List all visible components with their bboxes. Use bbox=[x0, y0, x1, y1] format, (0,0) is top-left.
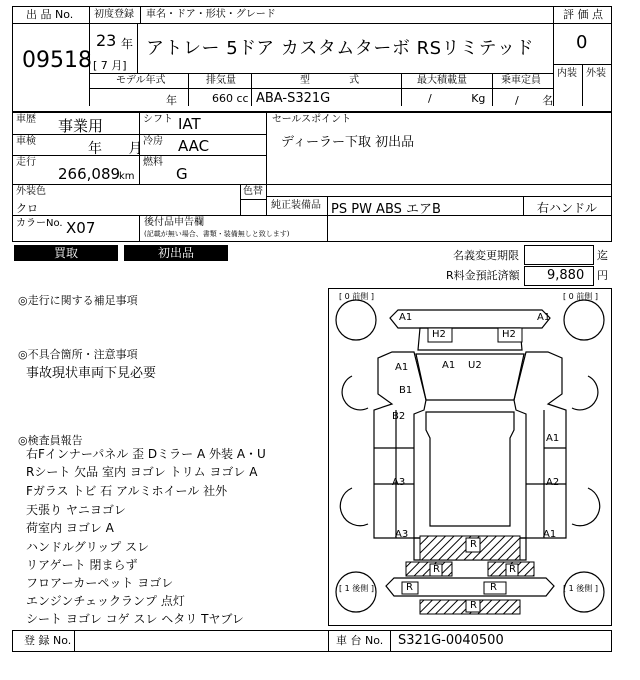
sales-point-value: ディーラー下取 初出品 bbox=[281, 135, 415, 150]
mark-b1-left: B1 bbox=[399, 385, 413, 396]
mark-a1-windshield: A1 bbox=[442, 360, 456, 371]
mark-r-right: R bbox=[509, 564, 516, 575]
score-label: 評 価 点 bbox=[563, 8, 603, 21]
car-title: アトレー 5ドア カスタムターボ RSリミテッド bbox=[146, 38, 535, 59]
chassis-label: 車 台 No. bbox=[336, 634, 384, 647]
first-registration-label: 初度登録 bbox=[94, 9, 134, 20]
interior-label: 内装 bbox=[557, 68, 577, 79]
first-registration-month: [ 7 月] bbox=[93, 59, 127, 72]
lot-number: 09518 bbox=[22, 48, 92, 73]
score-value: 0 bbox=[576, 32, 588, 53]
diagram-corner-bottom-left: [ 1 後側 ] bbox=[339, 584, 374, 593]
mark-r-bottom: R bbox=[470, 600, 477, 611]
defects-title: ◎不具合箇所・注意事項 bbox=[18, 348, 138, 361]
name-change-box bbox=[524, 245, 594, 265]
lot-label: 出 品 No. bbox=[26, 8, 74, 21]
mark-a1-right-door: A1 bbox=[546, 433, 560, 444]
mark-a3-left-mid: A3 bbox=[392, 477, 406, 488]
body-outline bbox=[374, 352, 566, 538]
diagram-corner-top-right: [ 0 前側 ] bbox=[563, 292, 598, 301]
equipment-label: 純正装備品 bbox=[271, 200, 321, 211]
history-label: 車歴 bbox=[16, 114, 36, 125]
mark-a1-right-rear: A1 bbox=[543, 529, 557, 540]
inspector-line: リアゲート 閉まらず bbox=[26, 558, 138, 572]
mileage-label: 走行 bbox=[16, 157, 36, 168]
mark-r-gate: R bbox=[470, 539, 477, 550]
rear-panel-left-damage bbox=[406, 562, 452, 576]
mark-a3-left-rear: A3 bbox=[395, 529, 409, 540]
type-label: 型 式 bbox=[300, 75, 360, 86]
purchase-label: 買取 bbox=[14, 245, 118, 261]
history-value: 事業用 bbox=[58, 117, 104, 135]
mark-a1-left-door: A1 bbox=[395, 362, 409, 373]
first-registration-year: 23 bbox=[96, 31, 117, 50]
mark-u2-windshield: U2 bbox=[468, 360, 482, 371]
sales-point-label: セールスポイント bbox=[272, 114, 352, 125]
mark-r-bumper-right: R bbox=[490, 582, 497, 593]
mileage-unit: km bbox=[119, 171, 135, 182]
inspector-title: ◎検査員報告 bbox=[18, 434, 83, 447]
model-year-label: モデル年式 bbox=[116, 75, 166, 86]
inspector-line: ハンドルグリップ スレ bbox=[26, 540, 150, 554]
mark-h2-right: H2 bbox=[502, 329, 516, 340]
shift-label: シフト bbox=[143, 114, 173, 125]
first-listing-label: 初出品 bbox=[124, 245, 228, 261]
mark-a1-front-left: A1 bbox=[399, 312, 413, 323]
shift-value: IAT bbox=[178, 115, 201, 133]
year-unit: 年 bbox=[121, 37, 134, 51]
color-change-label: 色替 bbox=[243, 186, 263, 197]
recycle-label: R料金預託済額 bbox=[446, 269, 520, 282]
inspector-line: Rシート 欠品 室内 ヨゴレ トリム ヨゴレ A bbox=[26, 465, 258, 479]
car-diagram bbox=[328, 288, 612, 626]
ac-label: 冷房 bbox=[143, 136, 163, 147]
inspector-line: シート ヨゴレ コゲ スレ ヘタリ Tヤブレ bbox=[26, 612, 244, 626]
exterior-color-value: クロ bbox=[16, 202, 38, 215]
chassis-value: S321G-0040500 bbox=[398, 633, 504, 648]
color-no-label: カラーNo. bbox=[16, 218, 63, 229]
color-no-value: X07 bbox=[66, 219, 96, 237]
recycle-unit: 円 bbox=[597, 269, 608, 282]
mark-a2-right-mid: A2 bbox=[546, 477, 560, 488]
driving-remarks-title: ◎走行に関する補足事項 bbox=[18, 294, 138, 307]
diagram-corner-top-left: [ 0 前側 ] bbox=[339, 292, 374, 301]
aftermarket-label: 後付品申告欄 bbox=[144, 217, 204, 228]
name-change-label: 名義変更期限 bbox=[453, 249, 519, 262]
exterior-label: 外装 bbox=[586, 68, 606, 79]
front-bumper bbox=[390, 310, 550, 328]
inspector-line: Fガラス トビ 石 アルミホイール 社外 bbox=[26, 484, 228, 498]
wheel-front-left bbox=[336, 300, 376, 340]
fuel-label: 燃料 bbox=[143, 157, 163, 168]
reg-no-label: 登 録 No. bbox=[24, 634, 72, 647]
inspection-value: 年 月 bbox=[88, 141, 143, 157]
mark-r-bumper-left: R bbox=[406, 582, 413, 593]
equipment-value: PS PW ABS エアB bbox=[331, 202, 441, 217]
exterior-color-label: 外装色 bbox=[16, 186, 46, 197]
roof bbox=[426, 412, 514, 526]
name-change-suffix: 迄 bbox=[597, 249, 608, 262]
inspector-line: 右Fインナーパネル 歪 Dミラー A 外装 A・U bbox=[26, 447, 266, 461]
max-load-value: / Kg bbox=[428, 92, 486, 105]
defects-text: 事故現状車両下見必要 bbox=[26, 366, 157, 381]
mark-b2-left: B2 bbox=[392, 411, 406, 422]
displacement-label: 排気量 bbox=[206, 75, 236, 86]
displacement-value: 660 cc bbox=[212, 92, 249, 105]
mileage-value: 266,089 bbox=[58, 165, 121, 183]
aftermarket-note: (記載が無い場合、書類・装備無しと致します) bbox=[144, 230, 290, 238]
mark-h2-left: H2 bbox=[432, 329, 446, 340]
steering-value: 右ハンドル bbox=[537, 201, 598, 215]
inspector-line: 天張り ヤニヨゴレ bbox=[26, 503, 126, 517]
capacity-label: 乗車定員 bbox=[501, 75, 541, 86]
recycle-value: 9,880 bbox=[547, 268, 585, 283]
ac-value: AAC bbox=[178, 137, 210, 155]
inspector-line: エンジンチェックランプ 点灯 bbox=[26, 594, 185, 608]
footer-table bbox=[12, 630, 612, 652]
fuel-value: G bbox=[176, 165, 188, 183]
model-year-unit: 年 bbox=[166, 94, 177, 107]
inspector-line: フロアーカーペット ヨゴレ bbox=[26, 576, 174, 590]
inspection-label: 車検 bbox=[16, 136, 36, 147]
mark-r-left: R bbox=[433, 564, 440, 575]
capacity-value: / 名 bbox=[515, 94, 554, 107]
max-load-label: 最大積載量 bbox=[417, 75, 467, 86]
diagram-corner-bottom-right: [ 1 後側 ] bbox=[563, 584, 598, 593]
mark-a1-front-right: A1 bbox=[537, 312, 551, 323]
wheel-front-right bbox=[564, 300, 604, 340]
type-value: ABA-S321G bbox=[256, 91, 331, 106]
inspector-line: 荷室内 ヨゴレ A bbox=[26, 521, 114, 535]
car-spec-label: 車名・ドア・形状・グレード bbox=[146, 9, 276, 20]
